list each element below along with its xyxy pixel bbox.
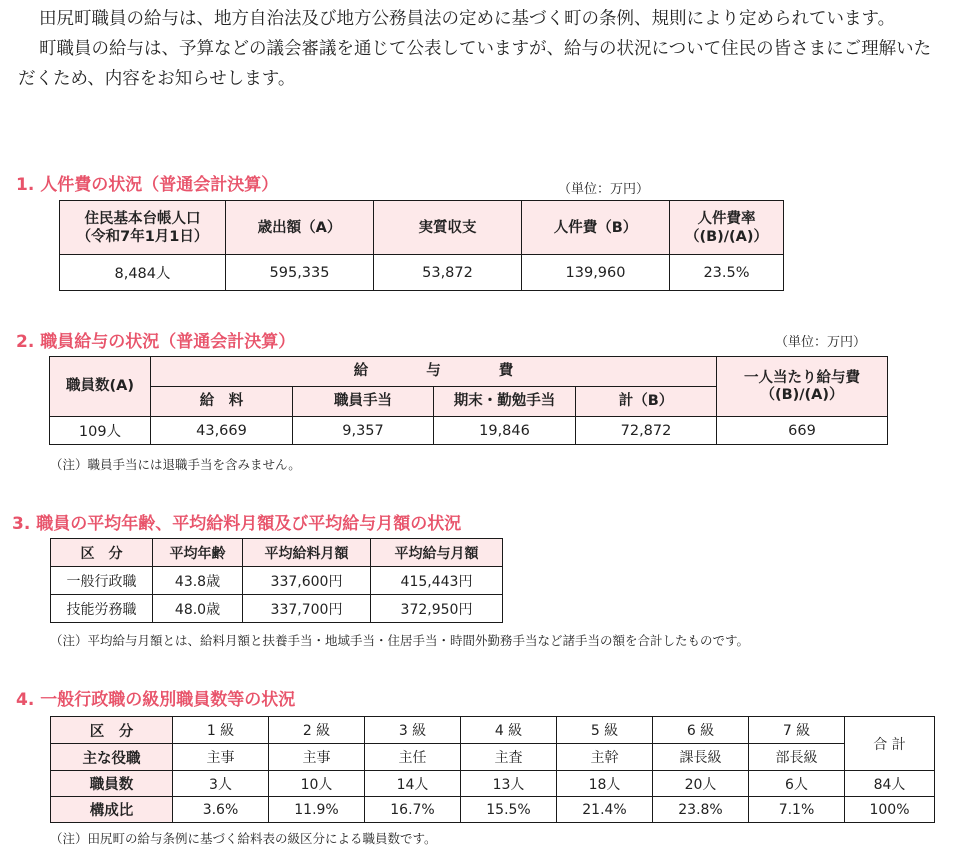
cell-count: 3人 (173, 771, 269, 797)
header-allowance: 職員手当 (293, 387, 434, 417)
table-row (50, 417, 888, 445)
section-3-title: 3. 職員の平均年齢、平均給料月額及び平均給与月額の状況 (12, 514, 462, 534)
section-4-title: 4. 一般行政職の級別職員数等の状況 (16, 690, 296, 710)
grade-4: 4 級 (461, 717, 557, 744)
cell-ratio: 3.6% (173, 797, 269, 823)
grade-6: 6 級 (653, 717, 749, 744)
header-per-person (717, 357, 888, 417)
cell-personnel-cost: 139,960 (522, 255, 670, 291)
cell-salary: 43,669 (151, 417, 293, 445)
cell-ratio: 7.1% (749, 797, 845, 823)
cell-count: 10人 (269, 771, 365, 797)
cell-role: 課長級 (653, 744, 749, 771)
cell-role: 主任 (365, 744, 461, 771)
cell-count: 18人 (557, 771, 653, 797)
header-per-person-formula: （(B)/(A)） (760, 386, 844, 403)
cell-average-base-pay: 337,700円 (243, 595, 371, 623)
row-label-count: 職員数 (51, 771, 173, 797)
header-personnel-ratio-label: 人件費率 (697, 210, 756, 227)
section-2-unit: （単位：万円） (775, 335, 867, 350)
cell-ratio: 21.4% (557, 797, 653, 823)
table-row (51, 595, 503, 623)
cell-average-age: 43.8歳 (153, 567, 243, 595)
header-population-label: 住民基本台帳人口 (84, 210, 201, 227)
header-bonus: 期末・勤勉手当 (434, 387, 576, 417)
intro-text (18, 4, 938, 94)
cell-real-balance: 53,872 (374, 255, 522, 291)
header-average-age: 平均年齢 (153, 539, 243, 567)
cell-staff-count: 109人 (50, 417, 151, 445)
row-label-ratio: 構成比 (51, 797, 173, 823)
cell-ratio-total: 100% (845, 797, 935, 823)
intro-paragraph-1: 田尻町職員の給与は、地方自治法及び地方公務員法の定めに基づく町の条例、規則により定められています。 (39, 9, 896, 29)
cell-population: 8,484人 (60, 255, 226, 291)
total-label: 合 計 (845, 717, 935, 771)
header-salary: 給 料 (151, 387, 293, 417)
cell-average-total-pay: 372,950円 (371, 595, 503, 623)
staff-salary-table (49, 356, 888, 445)
cell-ratio: 16.7% (365, 797, 461, 823)
table-row (60, 255, 784, 291)
cell-average-age: 48.0歳 (153, 595, 243, 623)
header-expenditure: 歳出額（A） (226, 201, 374, 255)
cell-role: 部長級 (749, 744, 845, 771)
cell-category: 一般行政職 (51, 567, 153, 595)
header-personnel-cost: 人件費（B） (522, 201, 670, 255)
section-3-note: （注）平均給与月額とは、給料月額と扶養手当・地域手当・住居手当・時間外勤務手当など諸手当の額を合計したものです。 (50, 633, 750, 648)
section-1-unit: （単位：万円） (558, 182, 650, 197)
header-total: 計（B） (576, 387, 717, 417)
grade-staff-table (50, 716, 935, 823)
grade-7: 7 級 (749, 717, 845, 744)
cell-count-total: 84人 (845, 771, 935, 797)
header-category: 区 分 (51, 539, 153, 567)
cell-average-total-pay: 415,443円 (371, 567, 503, 595)
table-row (51, 797, 935, 823)
row-label-role: 主な役職 (51, 744, 173, 771)
cell-ratio: 11.9% (269, 797, 365, 823)
table-row (51, 744, 935, 771)
section-4-note: （注）田尻町の給与条例に基づく給料表の級区分による職員数です。 (50, 831, 437, 846)
cell-count: 6人 (749, 771, 845, 797)
header-staff-count: 職員数(A) (50, 357, 151, 417)
header-population (60, 201, 226, 255)
cell-role: 主幹 (557, 744, 653, 771)
cell-category: 技能労務職 (51, 595, 153, 623)
cell-ratio: 15.5% (461, 797, 557, 823)
intro-paragraph-2: 町職員の給与は、予算などの議会審議を通じて公表していますが、給与の状況について住民の皆さまにご理解いただくため、内容をお知らせします。 (18, 39, 932, 89)
header-average-total-pay: 平均給与月額 (371, 539, 503, 567)
cell-role: 主査 (461, 744, 557, 771)
cell-count: 14人 (365, 771, 461, 797)
cell-count: 20人 (653, 771, 749, 797)
section-2-note: （注）職員手当には退職手当を含みません。 (50, 457, 301, 472)
cell-role: 主事 (173, 744, 269, 771)
row-label-category: 区 分 (51, 717, 173, 744)
header-personnel-ratio-formula: （(B)/(A)） (684, 228, 769, 245)
average-salary-table (50, 538, 503, 623)
cell-ratio: 23.8% (653, 797, 749, 823)
grade-5: 5 級 (557, 717, 653, 744)
header-per-person-label: 一人当たり給与費 (744, 369, 860, 386)
cell-expenditure: 595,335 (226, 255, 374, 291)
cell-personnel-ratio: 23.5% (670, 255, 784, 291)
table-row (51, 771, 935, 797)
cell-average-base-pay: 337,600円 (243, 567, 371, 595)
header-pay: 給 与 費 (151, 357, 717, 387)
header-real-balance: 実質収支 (374, 201, 522, 255)
cell-allowance: 9,357 (293, 417, 434, 445)
header-personnel-ratio (670, 201, 784, 255)
header-population-date: （令和7年1月1日） (76, 228, 209, 245)
grade-1: 1 級 (173, 717, 269, 744)
section-2-title: 2. 職員給与の状況（普通会計決算） (16, 332, 296, 352)
cell-bonus: 19,846 (434, 417, 576, 445)
cell-per-person: 669 (717, 417, 888, 445)
section-1-title: 1. 人件費の状況（普通会計決算） (16, 175, 279, 195)
header-average-base-pay: 平均給料月額 (243, 539, 371, 567)
table-row (51, 567, 503, 595)
cell-total: 72,872 (576, 417, 717, 445)
cell-role: 主事 (269, 744, 365, 771)
cell-count: 13人 (461, 771, 557, 797)
grade-3: 3 級 (365, 717, 461, 744)
personnel-cost-table (59, 200, 784, 291)
grade-2: 2 級 (269, 717, 365, 744)
